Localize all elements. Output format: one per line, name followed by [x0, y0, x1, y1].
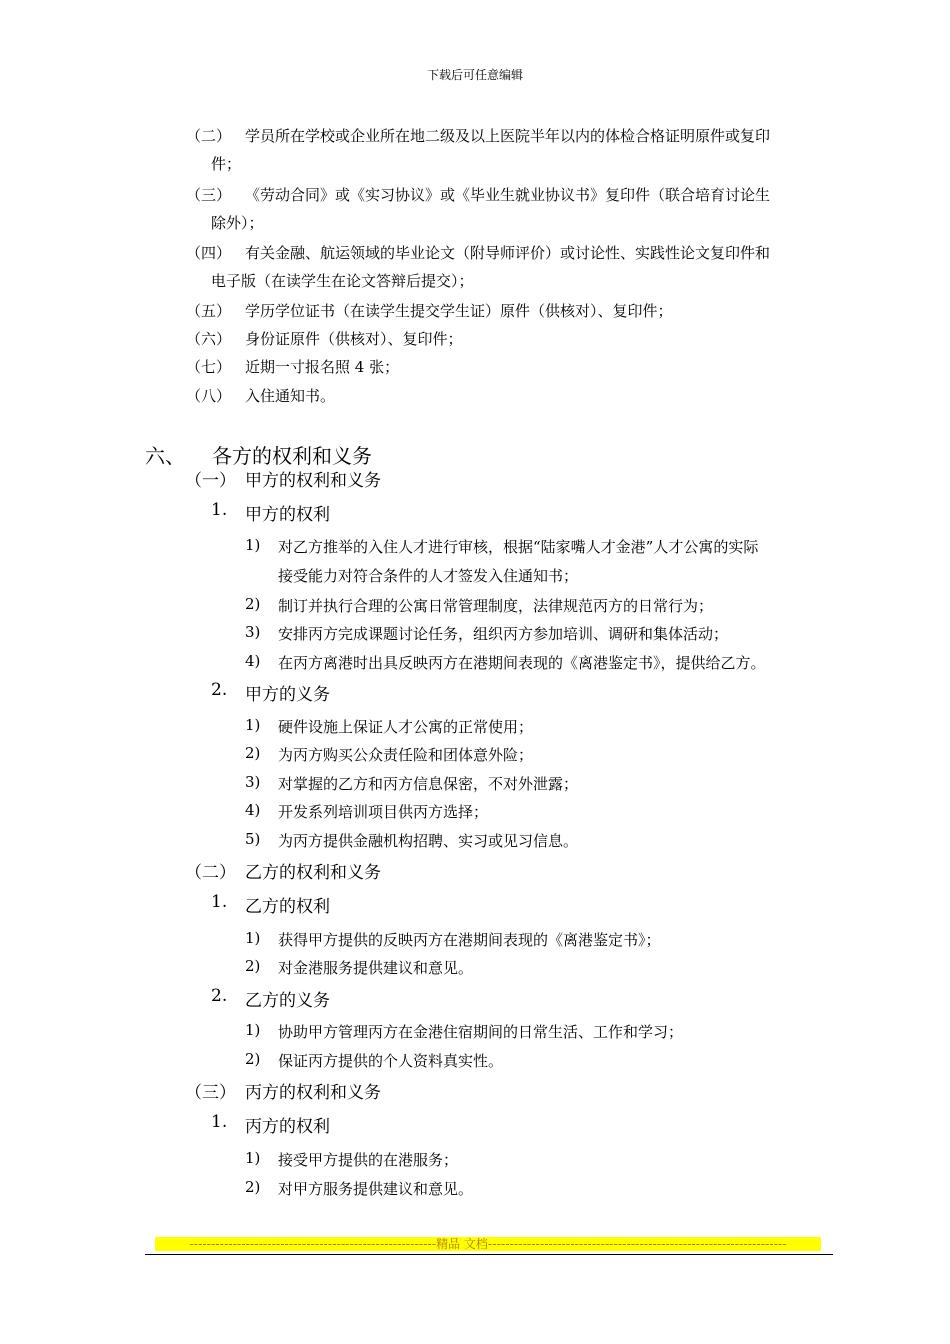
clause-item-number: 5): [245, 830, 261, 848]
clause-item-number: 2): [245, 1050, 261, 1068]
clause-item-text: 在丙方离港时出具反映丙方在港期间表现的《离港鉴定书》，提供给乙方。: [278, 654, 766, 672]
footer-banner: ---------------------------------------------------------精品 文档---------------------------------------------------------------------: [155, 1237, 821, 1251]
clause-item-number: 1): [245, 1021, 261, 1039]
section-title: 各方的权利和义务: [212, 444, 372, 468]
subsection-title: 乙方的权利和义务: [245, 863, 381, 883]
list-item-text: 学历学位证书（在读学生提交学生证）原件（供核对）、复印件；: [245, 302, 673, 320]
clause-item-number: 1): [245, 929, 261, 947]
clause-item-text: 对掌握的乙方和丙方信息保密，不对外泄露；: [278, 775, 579, 793]
subsection-number: （一）: [185, 471, 236, 491]
clause-number: 1.: [211, 1112, 228, 1132]
clause-item-number: 1): [245, 1149, 261, 1167]
clause-title: 乙方的权利: [245, 897, 330, 917]
list-item-text: 入住通知书。: [245, 387, 336, 405]
clause-item-text: 接受甲方提供的在港服务；: [278, 1151, 459, 1169]
list-item-number: （三）: [186, 186, 232, 204]
list-item-number: （八）: [186, 387, 232, 405]
list-item-text: 除外）；: [211, 214, 264, 232]
clause-item-text: 协助甲方管理丙方在金港住宿期间的日常生活、工作和学习；: [278, 1023, 684, 1041]
clause-item-text: 开发系列培训项目供丙方选择；: [278, 803, 489, 821]
clause-number: 2.: [211, 680, 228, 700]
clause-item-number: 2): [245, 957, 261, 975]
section-number: 六、: [145, 444, 185, 468]
list-item-number: （五）: [186, 302, 232, 320]
clause-number: 1.: [211, 892, 228, 912]
clause-title: 甲方的权利: [245, 505, 330, 525]
list-item-text: 电子版（在读学生在论文答辩后提交）；: [211, 272, 474, 290]
footer-rule: [145, 1254, 833, 1255]
clause-item-text: 为丙方购买公众责任险和团体意外险；: [278, 746, 534, 764]
list-item-text: 件；: [211, 155, 242, 173]
list-item-text: 有关金融、航运领域的毕业论文（附导师评价）或讨论性、实践性论文复印件和: [245, 244, 771, 262]
clause-item-text: 硬件设施上保证人才公寓的正常使用；: [278, 718, 534, 736]
clause-item-number: 2): [245, 595, 261, 613]
list-item-text: 《劳动合同》或《实习协议》或《毕业生就业协议书》复印件（联合培育讨论生: [245, 186, 771, 204]
clause-item-text: 对乙方推举的入住人才进行审核，根据“陆家嘴人才金港”人才公寓的实际: [278, 538, 759, 556]
clause-item-text: 为丙方提供金融机构招聘、实习或见习信息。: [278, 832, 579, 850]
clause-item-number: 1): [245, 716, 261, 734]
list-item-number: （七）: [186, 358, 232, 376]
clause-number: 1.: [211, 500, 228, 520]
subsection-number: （二）: [185, 863, 236, 883]
clause-item-number: 2): [245, 1178, 261, 1196]
clause-title: 丙方的权利: [245, 1117, 330, 1137]
clause-item-text: 对甲方服务提供建议和意见。: [278, 1180, 474, 1198]
clause-number: 2.: [211, 986, 228, 1006]
subsection-number: （三）: [185, 1083, 236, 1103]
clause-item-text: 对金港服务提供建议和意见。: [278, 959, 474, 977]
list-item-text: 学员所在学校或企业所在地二级及以上医院半年以内的体检合格证明原件或复印: [245, 127, 771, 145]
list-item-number: （二）: [186, 127, 232, 145]
clause-item-text: 获得甲方提供的反映丙方在港期间表现的《离港鉴定书》；: [278, 931, 661, 949]
clause-item-number: 2): [245, 744, 261, 762]
clause-item-text: 安排丙方完成课题讨论任务，组织丙方参加培训、调研和集体活动；: [278, 625, 729, 643]
clause-item-number: 4): [245, 652, 261, 670]
clause-item-text: 制订并执行合理的公寓日常管理制度，法律规范丙方的日常行为；: [278, 597, 714, 615]
clause-item-number: 3): [245, 623, 261, 641]
clause-item-text: 保证丙方提供的个人资料真实性。: [278, 1052, 504, 1070]
subsection-title: 丙方的权利和义务: [245, 1083, 381, 1103]
clause-item-number: 1): [245, 536, 261, 554]
clause-item-number: 3): [245, 773, 261, 791]
clause-title: 乙方的义务: [245, 991, 330, 1011]
clause-title: 甲方的义务: [245, 685, 330, 705]
page-header: 下载后可任意编辑: [426, 68, 523, 82]
clause-item-text: 接受能力对符合条件的人才签发入住通知书；: [278, 567, 579, 585]
list-item-number: （六）: [186, 330, 232, 348]
clause-item-number: 4): [245, 801, 261, 819]
list-item-number: （四）: [186, 244, 232, 262]
subsection-title: 甲方的权利和义务: [245, 471, 381, 491]
list-item-text: 身份证原件（供核对）、复印件；: [245, 330, 463, 348]
list-item-text: 近期一寸报名照 4 张；: [245, 358, 400, 376]
